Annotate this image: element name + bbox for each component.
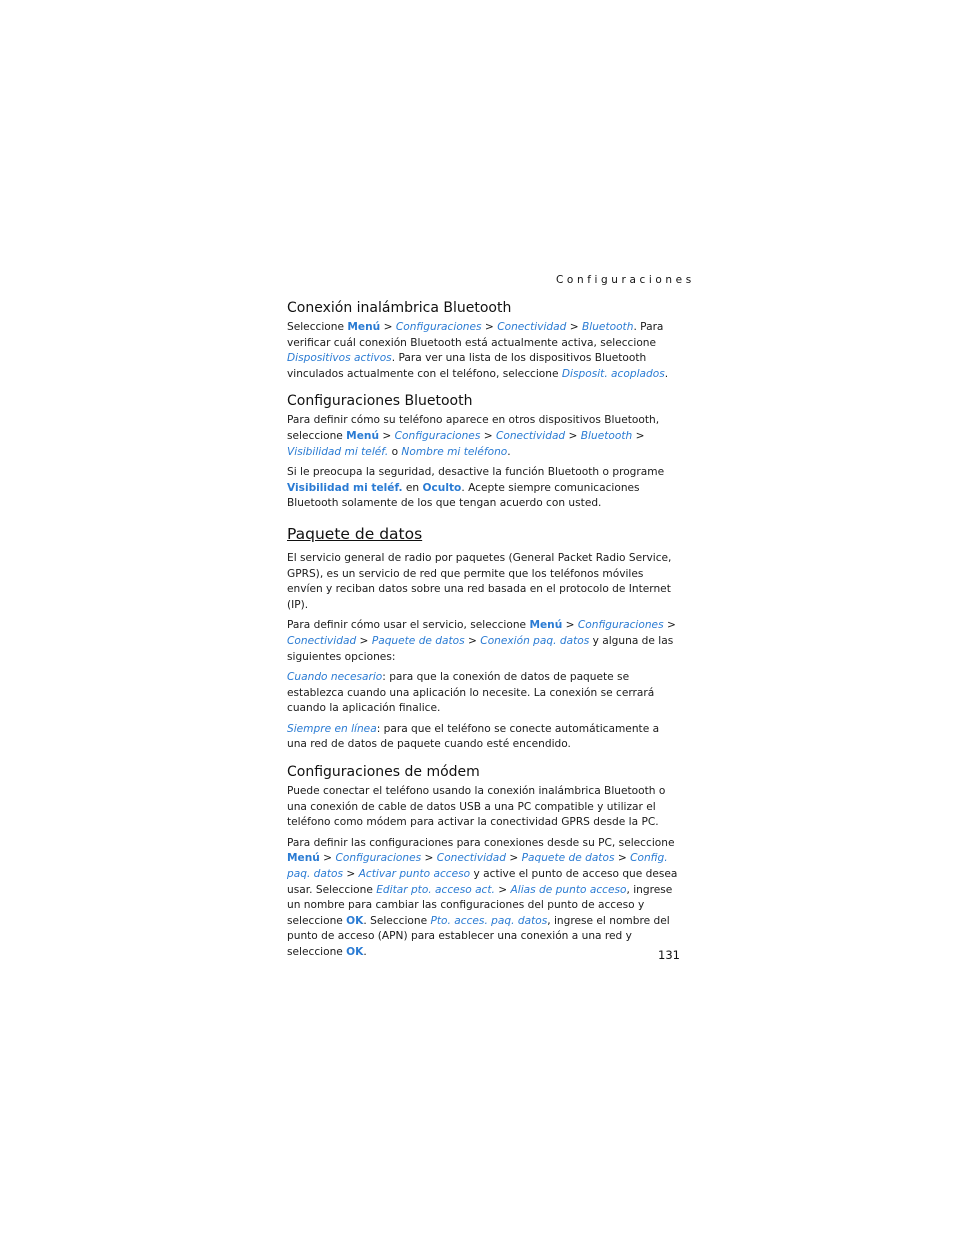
- separator: >: [505, 852, 522, 865]
- text: y alguna de las siguientes opciones:: [287, 634, 674, 663]
- text: , ingrese el nombre del punto de acceso (APN) para establecer una conexión a una red y seleccione: [287, 914, 670, 958]
- heading-bluetooth-connection: Conexión inalámbrica Bluetooth: [287, 300, 512, 316]
- paragraph-modem-1: Puede conectar el teléfono usando la conexión inalámbrica Bluetooth o una conexión de cable de datos USB a una PC compatible y utilizar el teléfono como módem para activar la conectividad GPRS desde la PC.: [287, 785, 666, 829]
- conectividad-link: Conectividad: [436, 852, 506, 865]
- menu-link: Menú: [346, 429, 379, 442]
- packet-config-link: Config. paq. datos: [287, 852, 668, 881]
- heading-modem-settings: Configuraciones de módem: [287, 764, 480, 781]
- configuraciones-link: Configuraciones: [395, 321, 482, 333]
- hidden-option: Oculto: [422, 481, 462, 494]
- text: , ingrese un nombre para cambiar las configuraciones del punto de acceso y seleccione: [287, 883, 673, 927]
- text: .: [363, 946, 367, 958]
- paragraph-packet-data-1: El servicio general de radio por paquetes (General Packet Radio Service, GPRS), es un servicio de red que permite que los teléfonos móviles envíen y reciban datos sobre una red basada en el protocolo de Internet (IP).: [287, 551, 672, 611]
- paragraph-bluetooth-connection: [287, 320, 679, 382]
- bluetooth-link: Bluetooth: [582, 321, 634, 333]
- separator: >: [566, 321, 582, 333]
- separator: >: [614, 852, 631, 865]
- separator: >: [481, 321, 498, 333]
- separator: >: [565, 429, 581, 442]
- text: .: [664, 367, 669, 380]
- running-header: Configuraciones: [556, 274, 695, 286]
- configuraciones-link: Configuraciones: [577, 619, 664, 632]
- paragraph-modem-2: [287, 836, 679, 961]
- menu-link: Menú: [529, 619, 563, 632]
- conectividad-link: Conectividad: [495, 429, 566, 442]
- edit-access-point-link: Editar pto. acceso act.: [376, 883, 495, 896]
- separator: >: [319, 852, 336, 865]
- separator: >: [380, 321, 396, 333]
- text: : para que la conexión de datos de paquete se establezca cuando una aplicación lo necesite. La conexión se cerrará cuando la aplicación finalice.: [287, 671, 655, 715]
- separator: >: [378, 429, 395, 442]
- packet-connection-link: Conexión paq. datos: [480, 634, 590, 647]
- paragraph-when-needed: [287, 670, 679, 717]
- text: . Seleccione: [363, 914, 431, 927]
- separator: >: [494, 883, 511, 896]
- packet-data-link: Paquete de datos: [521, 852, 615, 865]
- menu-link: Menú: [347, 321, 381, 333]
- separator: >: [343, 868, 359, 881]
- heading-bluetooth-settings: Configuraciones Bluetooth: [287, 393, 473, 410]
- apn-link: Pto. acces. paq. datos: [430, 914, 548, 927]
- activate-access-point-link: Activar punto acceso: [358, 868, 471, 881]
- always-online-option: Siempre en línea: [287, 722, 377, 735]
- text: en: [402, 481, 423, 494]
- paired-devices-link: Disposit. acoplados: [561, 367, 665, 380]
- visibility-option: Visibilidad mi teléf.: [287, 481, 403, 494]
- text: : para que el teléfono se conecte automáticamente a una red de datos de paquete cuando esté encendido.: [287, 722, 660, 751]
- menu-link: Menú: [287, 852, 320, 865]
- paragraph-always-online: [287, 722, 679, 753]
- text: Para definir cómo usar el servicio, seleccione: [287, 619, 530, 632]
- text: o: [388, 445, 402, 458]
- paragraph-bluetooth-settings-2: [287, 465, 679, 512]
- paragraph-bluetooth-settings-1: [287, 413, 679, 460]
- visibility-link: Visibilidad mi teléf.: [287, 445, 389, 458]
- separator: >: [663, 619, 676, 632]
- text: Seleccione: [287, 321, 348, 333]
- configuraciones-link: Configuraciones: [394, 429, 481, 442]
- separator: >: [632, 429, 645, 442]
- separator: >: [464, 634, 481, 647]
- separator: >: [562, 619, 578, 632]
- text: Para definir cómo su teléfono aparece en otros dispositivos Bluetooth, seleccione: [287, 414, 660, 442]
- text: . Para verificar cuál conexión Bluetooth está actualmente activa, seleccione: [287, 321, 664, 349]
- page-content: [287, 298, 679, 966]
- bluetooth-link: Bluetooth: [580, 429, 633, 442]
- text: .: [507, 445, 511, 458]
- separator: >: [421, 852, 437, 865]
- ok-option: OK: [346, 946, 364, 958]
- paragraph-packet-data-2: [287, 618, 679, 665]
- page-number: 131: [658, 948, 680, 962]
- text: . Para ver una lista de los dispositivos Bluetooth vinculados actualmente con el teléfono, seleccione: [287, 352, 647, 380]
- text: y active el punto de acceso que desea usar. Seleccione: [287, 868, 678, 896]
- separator: >: [480, 429, 496, 442]
- conectividad-link: Conectividad: [497, 321, 567, 333]
- text: . Acepte siempre comunicaciones Bluetooth solamente de los que tengan acuerdo con usted.: [287, 481, 640, 510]
- separator: >: [356, 634, 372, 647]
- text: Para definir las configuraciones para conexiones desde su PC, seleccione: [287, 836, 675, 849]
- when-needed-option: Cuando necesario: [287, 671, 383, 684]
- heading-packet-data: Paquete de datos: [287, 524, 423, 543]
- configuraciones-link: Configuraciones: [335, 852, 422, 865]
- phone-name-link: Nombre mi teléfono: [401, 445, 508, 458]
- text: Si le preocupa la seguridad, desactive la función Bluetooth o programe: [287, 466, 665, 479]
- conectividad-link: Conectividad: [287, 634, 357, 647]
- active-devices-link: Dispositivos activos: [287, 352, 392, 365]
- packet-data-link: Paquete de datos: [371, 634, 465, 647]
- ok-option: OK: [346, 914, 364, 927]
- access-point-alias-link: Alias de punto acceso: [510, 883, 627, 896]
